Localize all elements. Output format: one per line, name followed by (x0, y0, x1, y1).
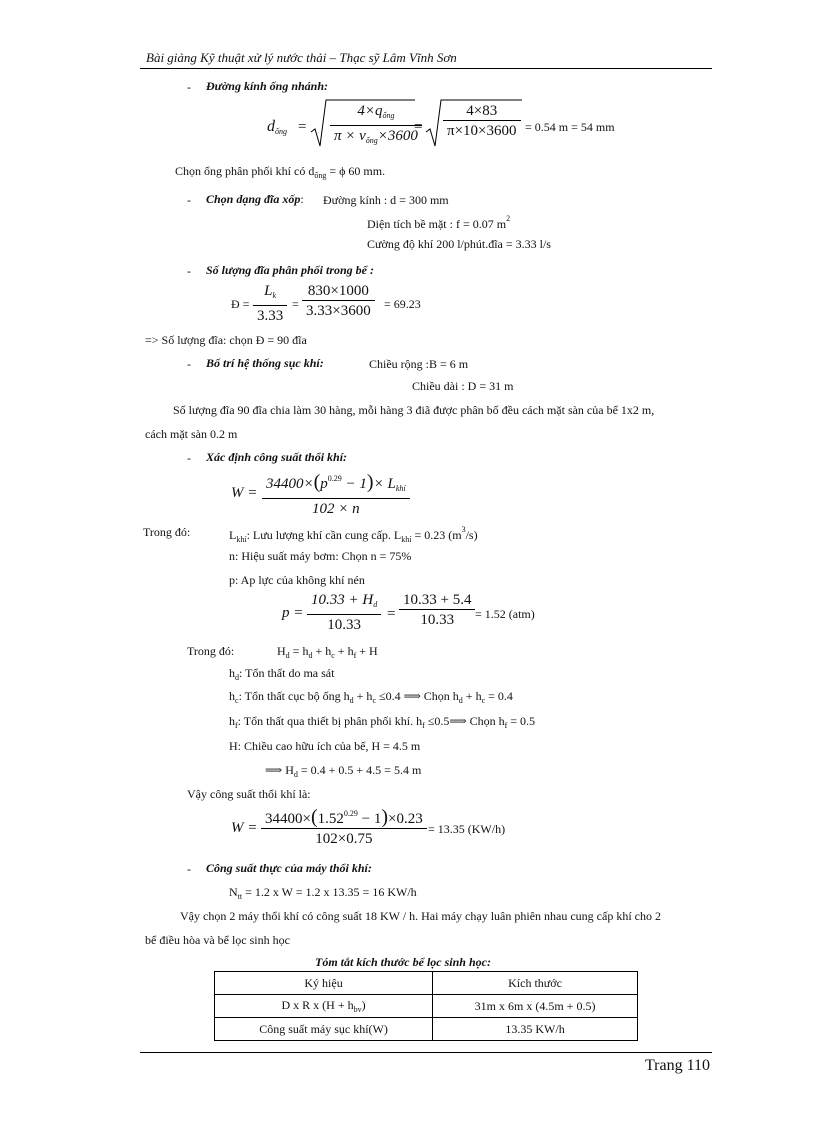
section-heading-layout: Bố trí hệ thống sục khí: (206, 356, 324, 370)
fraction-count-1 (253, 282, 287, 326)
section-heading-blower-power: Xác định công suất thổi khí: (206, 450, 348, 464)
fraction-count-2 (302, 282, 375, 321)
formula-result: = 13.35 (KW/h) (428, 822, 506, 836)
bullet: - (187, 80, 191, 94)
layout-paragraph-line2: cách mặt sàn 0.2 m (145, 427, 238, 441)
disc-count-conclusion: => Số lượng đĩa: chọn Đ = 90 đĩa (145, 333, 307, 347)
formula-result: = 69.23 (384, 297, 421, 311)
page-number: Trang 110 (644, 1057, 710, 1074)
table-cell: Công suất máy sục khí(W) (215, 1018, 433, 1041)
table-cell: D x R x $(H + h_{bv})$ (215, 995, 433, 1018)
table-cell: 31m x 6m x (4.5m + 0.5) (433, 995, 638, 1018)
layout-length: Chiều dài : D = 31 m (412, 379, 514, 393)
table-header-cell: Kích thước (433, 972, 638, 995)
page-header-title: Bài giảng Kỹ thuật xử lý nước thải – Thạc sỹ Lâm Vĩnh Sơn (146, 50, 457, 65)
def-l-khi: $L_{khí}$: Lưu lượng khí cần cung cấp. $L_{khí} = 0.23$ $(m^3/s)$ (229, 525, 478, 544)
formula-lhs-W: W = (231, 820, 258, 836)
equals-sign: = (387, 606, 396, 622)
hd-equation: $H_d = h_d + h_c + h_f + H$ (277, 644, 378, 660)
where-label: Trong đó: (187, 644, 235, 658)
bullet: - (187, 862, 191, 876)
fraction-branch-1 (330, 102, 422, 151)
footer-rule (140, 1052, 712, 1053)
actual-paragraph-line1: Vậy chọn 2 máy thổi khí có công suất 18 KW / h. Hai máy chạy luân phiên nhau cung cấp khí cho 2 (180, 909, 661, 923)
formula-lhs-D: Đ = (231, 297, 250, 311)
bullet: - (187, 357, 191, 371)
fraction-numerator: 10.33 + 5.4 (403, 592, 472, 608)
fraction-numerator: $34400\times(p^{0.29} - 1)\times L_{khí}$ (266, 471, 406, 493)
fraction-pressure-2 (399, 591, 475, 630)
header-rule (140, 68, 712, 69)
bullet: - (187, 193, 191, 207)
def-n: n: Hiệu suất máy bơm: Chọn n = 75% (229, 549, 412, 563)
fraction-numerator: $4\times q_{ống}$ (357, 103, 395, 120)
actual-power-line: $N_{tt} = 1.2$ x W = 1.2 x 13.35 = 16 KW/h (229, 885, 417, 901)
table-header-cell: Ký hiệu (215, 972, 433, 995)
bullet: - (187, 451, 191, 465)
def-p: p: Ap lực của không khí nén (229, 573, 365, 587)
section-heading-disc-count: Số lượng đĩa phân phối trong bể : (206, 263, 374, 277)
layout-paragraph-line1: Số lượng đĩa 90 đĩa chia làm 30 hàng, mỗi hàng 3 điã được phân bố đều cách mặt sàn của bể 1x2 m, (173, 403, 655, 417)
def-H: H: Chiều cao hữu ích của bể, H = 4.5 m (229, 739, 421, 753)
fraction-denominator: 3.33 (257, 308, 284, 324)
fraction-pressure-1 (307, 591, 381, 635)
table-row (215, 995, 638, 1018)
fraction-denominator: π×10×3600 (447, 123, 517, 139)
section-heading-actual-power: Công suất thực của máy thổi khí: (206, 861, 372, 875)
formula-lhs-d: $d_{ống}$ (267, 118, 287, 136)
formula-result: = 1.52 (atm) (475, 607, 535, 621)
fraction-power-result (261, 805, 427, 849)
fraction-numerator: $34400\times(1.52^{0.29} - 1)\times 0.23$ (265, 806, 423, 828)
equals-sign: = (298, 119, 307, 135)
fraction-branch-2 (443, 102, 521, 141)
disc-diameter: Đường kính : d = 300 mm (323, 193, 449, 207)
section-heading-disc: Chọn dạng đĩa xốp: (206, 192, 304, 206)
bullet: - (187, 264, 191, 278)
formula-result: = 0.54 m = 54 mm (525, 120, 615, 134)
fraction-numerator: $L_k$ (264, 283, 277, 300)
fraction-denominator: 10.33 (327, 617, 361, 633)
fraction-denominator: 10.33 (420, 612, 455, 628)
fraction-numerator: $10.33 + H_d$ (311, 592, 378, 609)
def-hd: $h_d$: Tổn thất do ma sát (229, 666, 335, 682)
table-row (215, 1018, 638, 1041)
layout-width: Chiều rộng :B = 6 m (369, 357, 469, 371)
equals-sign: = (414, 119, 423, 135)
fraction-power (262, 470, 410, 519)
def-hf: $h_f$: Tổn thất qua thiết bị phân phối khí. $h_f$ ≤0.5⟹ Chọn $h_f = 0.5$ (229, 714, 536, 730)
fraction-denominator: $\pi \times v_{ống}\times 3600$ (334, 128, 418, 145)
fraction-numerator: 4×83 (466, 103, 498, 119)
hd-result: ⟹ $H_d = 0.4 + 0.5 + 4.5 = 5.4$ m (265, 763, 422, 779)
fraction-numerator: 830×1000 (307, 283, 369, 299)
table-cell: 13.35 KW/h (433, 1018, 638, 1041)
fraction-denominator: 102×0.75 (315, 831, 373, 847)
table-header-row (215, 972, 638, 995)
summary-table (214, 971, 638, 1041)
table-caption: Tóm tắt kích thước bể lọc sinh học: (315, 955, 491, 969)
disc-intensity: Cường độ khí 200 l/phút.đĩa = 3.33 l/s (367, 237, 551, 251)
actual-paragraph-line2: bể điều hòa và bể lọc sinh học (145, 933, 290, 947)
choose-pipe-text: Chọn ống phân phối khí có $d_{ống} = \phi$ 60 mm. (175, 164, 386, 180)
power-intro: Vậy công suất thổi khí là: (187, 787, 311, 801)
section-heading-branch-pipe: Đường kính ống nhánh: (206, 79, 329, 93)
disc-area: Diện tích bề mặt : f = 0.07 $m^2$ (367, 214, 511, 231)
equals-sign: = (292, 297, 299, 311)
formula-lhs-p: p = (282, 605, 304, 621)
fraction-denominator: 102 × n (311, 501, 360, 517)
where-label: Trong đó: (143, 525, 191, 539)
formula-lhs-W: W = (231, 485, 258, 501)
fraction-denominator: 3.33×3600 (306, 303, 371, 319)
def-hc: $h_c$: Tổn thất cục bộ ống $h_d + h_c \le 0.4$ ⟹ Chọn $h_d + h_c = 0.4$ (229, 689, 513, 705)
